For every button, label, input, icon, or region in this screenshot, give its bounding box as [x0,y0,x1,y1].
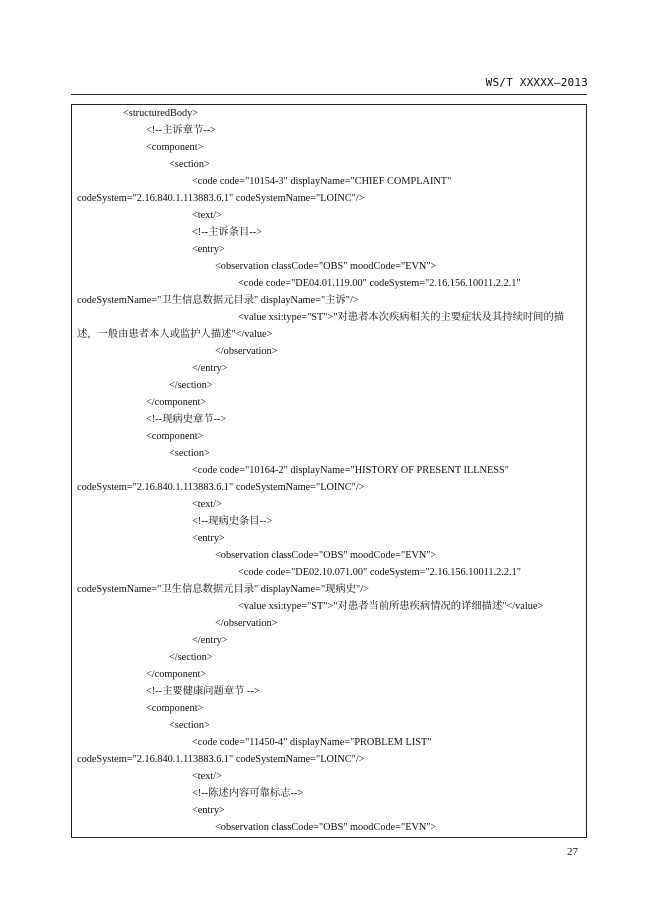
code-line: </section> [169,380,213,391]
code-line: codeSystemName="卫生信息数据元目录" displayName="现病史"/> [77,584,369,595]
code-line: </section> [169,652,213,663]
code-line: 述，一般由患者本人或监护人描述"</value> [77,329,273,340]
code-line: <!--现病史条目--> [192,516,273,527]
code-line: codeSystemName="卫生信息数据元目录" displayName="主诉"/> [77,295,359,306]
page-number: 27 [567,846,578,858]
code-line: <entry> [192,805,225,816]
code-line: </component> [146,397,207,408]
code-line: <code code="10154-3" displayName="CHIEF COMPLAINT" [192,176,452,187]
code-line: </entry> [192,635,228,646]
code-line: <observation classCode="OBS" moodCode="EVN"> [215,822,437,833]
xml-code-listing [77,105,583,836]
code-line: <text/> [192,771,222,782]
document-standard-id: WS/T XXXXX—2013 [485,76,588,89]
code-line: <text/> [192,210,222,221]
code-line: <!--主诉条目--> [192,227,262,238]
code-line: <component> [146,431,204,442]
code-line: <text/> [192,499,222,510]
code-line: <component> [146,142,204,153]
code-line: <section> [169,159,210,170]
code-line: </observation> [215,346,278,357]
code-line: <!--主诉章节--> [146,125,216,136]
code-line: <section> [169,720,210,731]
code-line: codeSystem="2.16.840.1.113883.6.1" codeSystemName="LOINC"/> [77,754,365,765]
code-line: <section> [169,448,210,459]
code-line: <!--主要健康问题章节 --> [146,686,260,697]
header-rule [71,94,587,95]
code-line: </observation> [215,618,278,629]
code-line: <value xsi:type="ST">"对患者当前所患疾病情况的详细描述"</value> [238,601,544,612]
code-line: codeSystem="2.16.840.1.113883.6.1" codeSystemName="LOINC"/> [77,482,365,493]
code-line: <!--陈述内容可靠标志--> [192,788,304,799]
code-line: <component> [146,703,204,714]
code-line: <code code="DE04.01.119.00" codeSystem="2.16.156.10011.2.2.1" [238,278,521,289]
code-line: <code code="DE02.10.071.00" codeSystem="2.16.156.10011.2.2.1" [238,567,521,578]
code-line: <entry> [192,533,225,544]
code-line: <!--现病史章节--> [146,414,227,425]
code-line: </entry> [192,363,228,374]
code-line: </component> [146,669,207,680]
code-line: <code code="10164-2" displayName="HISTORY OF PRESENT ILLNESS" [192,465,509,476]
code-line: codeSystem="2.16.840.1.113883.6.1" codeSystemName="LOINC"/> [77,193,365,204]
code-line: <code code="11450-4" displayName="PROBLEM LIST" [192,737,432,748]
code-line: <observation classCode="OBS" moodCode="EVN"> [215,550,437,561]
code-line: <structuredBody> [123,108,199,119]
code-line: <entry> [192,244,225,255]
code-line: <observation classCode="OBS" moodCode="EVN"> [215,261,437,272]
code-line: <value xsi:type="ST">"对患者本次疾病相关的主要症状及其持续时间的描 [238,312,565,323]
